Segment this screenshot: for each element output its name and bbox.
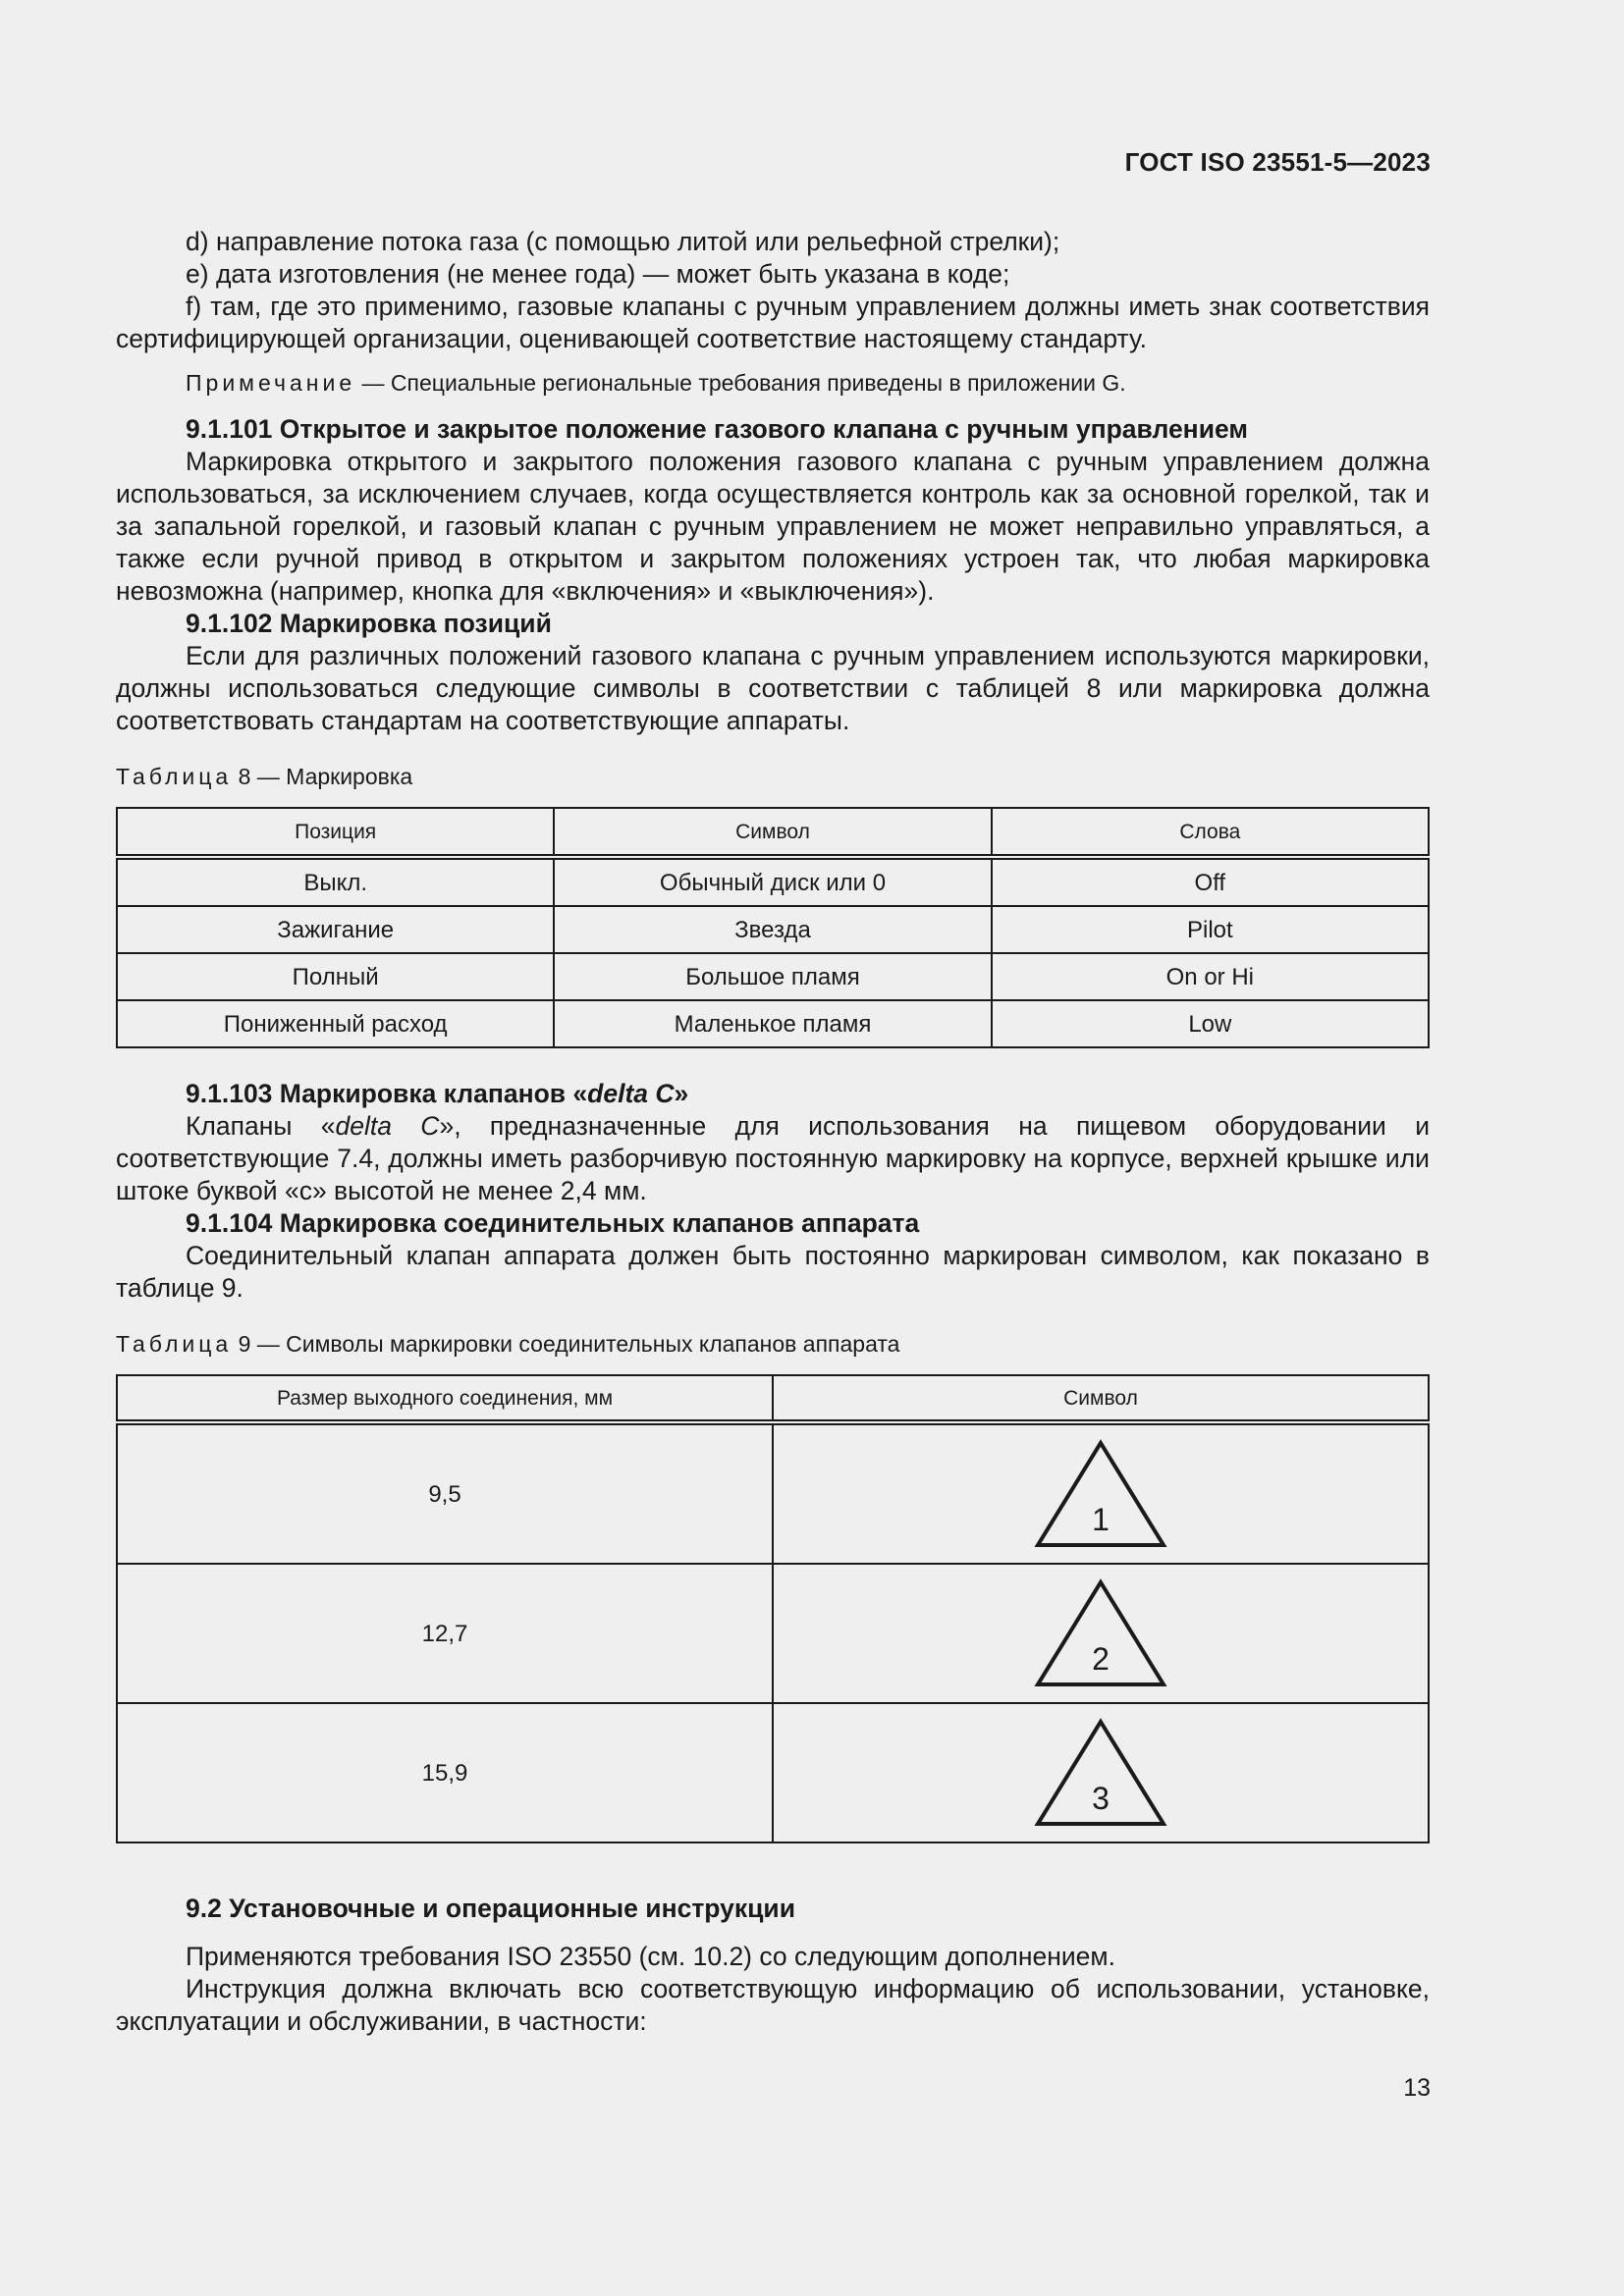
table-cell: Обычный диск или 0	[554, 857, 991, 906]
table-row	[117, 1703, 1429, 1842]
table-row	[117, 1000, 1429, 1047]
column-header-size: Размер выходного соединения, мм	[117, 1375, 773, 1422]
list-item-d	[116, 226, 1430, 258]
table-9	[116, 1374, 1430, 1843]
table-caption-label: Таблица	[116, 764, 233, 789]
paragraph-text: », предназначенные для использования на пищевом оборудовании и соответствующие 7.4, должны иметь разборчивую постоянную маркировку на корпусе, верхней крышке или штоке буквой «с» высотой не менее 2,4 мм.	[116, 1111, 1430, 1205]
table-header-row	[117, 808, 1429, 857]
section-9-2-heading: 9.2 Установочные и операционные инструкции	[186, 1894, 796, 1923]
table-cell-size: 15,9	[117, 1703, 773, 1842]
table-cell: Low	[992, 1000, 1429, 1047]
table-9-caption	[116, 1328, 1430, 1361]
table-caption-text: 9 — Символы маркировки соединительных клапанов аппарата	[232, 1331, 900, 1357]
section-9-1-102-text: Если для различных положений газового клапана с ручным управлением используются маркировки, должны использоваться следующие символы в соответствии с таблицей 8 или маркировка должна соответствовать стандартам на соответствующие аппараты.	[116, 641, 1430, 735]
table-cell: Off	[992, 857, 1429, 906]
table-cell-size: 12,7	[117, 1564, 773, 1703]
table-cell: Большое пламя	[554, 953, 991, 1000]
table-cell: Пониженный расход	[117, 1000, 554, 1047]
section-9-2-paragraph-1: Применяются требования ISO 23550 (см. 10.2) со следующим дополнением.	[186, 1942, 1115, 1971]
table-8	[116, 807, 1430, 1048]
table-row	[117, 953, 1429, 1000]
table-cell: Маленькое пламя	[554, 1000, 991, 1047]
table-cell-symbol	[773, 1703, 1429, 1842]
note-text: — Специальные региональные требования приведены в приложении G.	[355, 370, 1126, 396]
triangle-label: 1	[1092, 1502, 1110, 1537]
table-caption-label: Таблица	[116, 1331, 233, 1357]
section-9-1-103-text	[116, 1110, 1430, 1207]
section-9-1-104-text: Соединительный клапан аппарата должен быть постоянно маркирован символом, как показано в таблице 9.	[116, 1241, 1430, 1303]
table-row	[117, 1564, 1429, 1703]
list-marker: е)	[186, 259, 209, 289]
table-cell-symbol	[773, 1564, 1429, 1703]
triangle-label: 3	[1092, 1781, 1110, 1816]
section-9-1-101-heading: 9.1.101 Открытое и закрытое положение газового клапана с ручным управлением	[186, 414, 1248, 444]
column-header-symbol: Символ	[554, 808, 991, 857]
triangle-icon	[1034, 1439, 1167, 1549]
table-row	[117, 857, 1429, 906]
note-label: Примечание	[186, 370, 356, 396]
table-row	[117, 906, 1429, 953]
heading-text: »	[674, 1079, 689, 1108]
triangle-label: 2	[1092, 1641, 1110, 1677]
column-header-symbol: Символ	[773, 1375, 1429, 1422]
table-cell: On or Hi	[992, 953, 1429, 1000]
triangle-icon	[1034, 1578, 1167, 1688]
section-9-1-101-text: Маркировка открытого и закрытого положения газового клапана с ручным управлением должна использоваться, за исключением случаев, когда осуществляется контроль как за основной горелкой, так и за запальной горелкой, и газовый клапан с ручным управлением не может неправильно управляться, а также если ручной привод в открытом и закрытом положениях устроен так, что любая маркировка невозможна (например, кнопка для «включения» и «выключения»).	[116, 447, 1430, 606]
table-cell: Выкл.	[117, 857, 554, 906]
list-marker: f)	[186, 292, 202, 321]
table-cell: Полный	[117, 953, 554, 1000]
heading-text: 9.1.103 Маркировка клапанов «	[186, 1079, 588, 1108]
table-cell-symbol	[773, 1422, 1429, 1564]
paragraph-italic-text: delta C	[335, 1111, 440, 1141]
list-item-f	[116, 291, 1430, 355]
list-text: направление потока газа (с помощью литой или рельефной стрелки);	[215, 227, 1060, 256]
section-9-1-103-heading	[116, 1078, 1430, 1110]
page-content	[116, 226, 1430, 2038]
section-9-2-paragraph-2: Инструкция должна включать всю соответствующую информацию об использовании, установке, эксплуатации и обслуживании, в частности:	[116, 1974, 1430, 2036]
table-header-row	[117, 1375, 1429, 1422]
note	[116, 367, 1430, 400]
table-caption-text: 8 — Маркировка	[232, 764, 413, 789]
table-row	[117, 1422, 1429, 1564]
table-cell: Pilot	[992, 906, 1429, 953]
page-number: 13	[1403, 2074, 1431, 2102]
triangle-icon	[1034, 1718, 1167, 1828]
list-text: дата изготовления (не менее года) — может быть указана в коде;	[215, 259, 1010, 289]
list-item-e	[116, 258, 1430, 291]
paragraph-text: Клапаны «	[186, 1111, 336, 1141]
column-header-words: Слова	[992, 808, 1429, 857]
column-header-position: Позиция	[117, 808, 554, 857]
list-marker: d)	[186, 227, 209, 256]
list-text: там, где это применимо, газовые клапаны с ручным управлением должны иметь знак соответствия сертифицирующей организации, оценивающей соответствие настоящему стандарту.	[116, 292, 1430, 353]
section-9-1-104-heading: 9.1.104 Маркировка соединительных клапанов аппарата	[186, 1208, 920, 1238]
table-8-caption	[116, 761, 1430, 793]
heading-italic-text: delta C	[587, 1079, 675, 1108]
document-header: ГОСТ ISO 23551-5—2023	[1124, 147, 1431, 177]
table-cell: Звезда	[554, 906, 991, 953]
table-cell: Зажигание	[117, 906, 554, 953]
section-9-1-102-heading: 9.1.102 Маркировка позиций	[186, 609, 552, 638]
table-cell-size: 9,5	[117, 1422, 773, 1564]
